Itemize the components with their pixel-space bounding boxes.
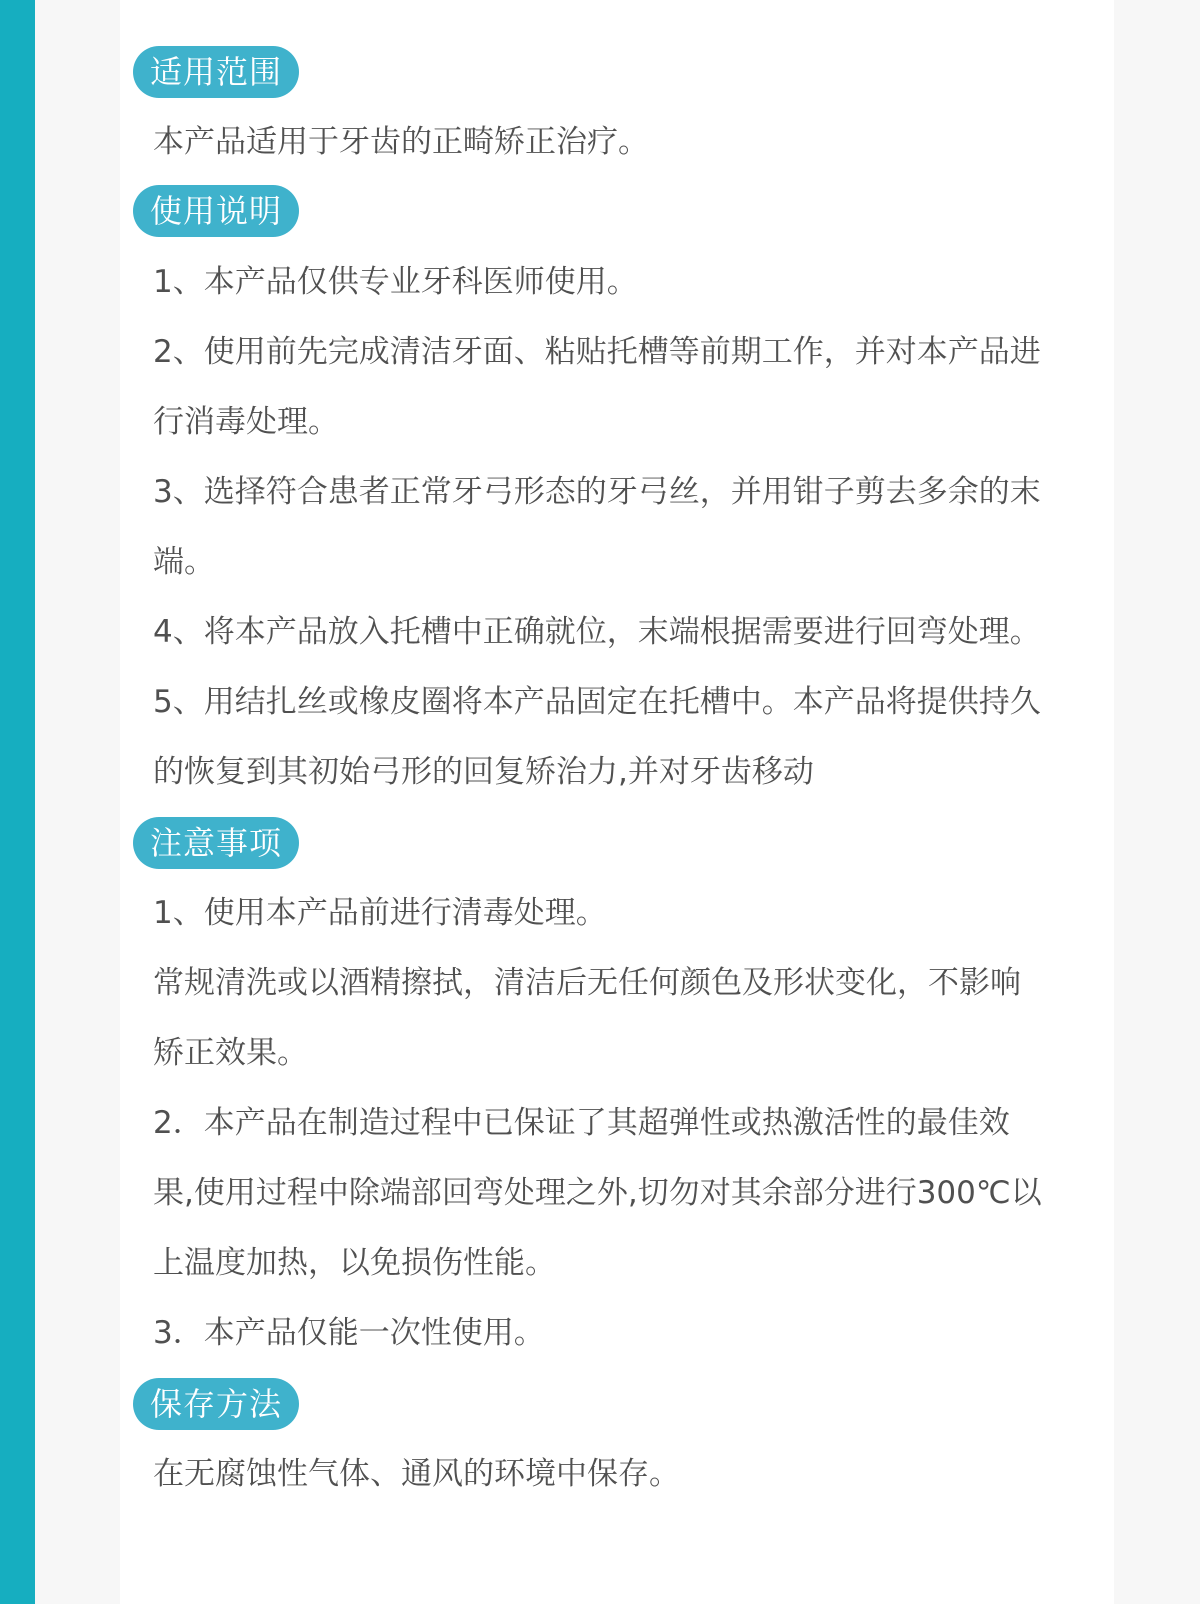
instruction-line-2: 2、使用前先完成清洁牙面、粘贴托槽等前期工作，并对本产品进 — [153, 334, 1041, 370]
instruction-line-4: 3、选择符合患者正常牙弓形态的牙弓丝，并用钳子剪去多余的末 — [153, 474, 1041, 510]
precaution-line-6: 上温度加热，以免损伤性能。 — [153, 1245, 556, 1281]
content-card — [120, 0, 1114, 1604]
instruction-line-8: 的恢复到其初始弓形的回复矫治力,并对牙齿移动 — [153, 754, 814, 790]
precaution-line-5: 果,使用过程中除端部回弯处理之外,切勿对其余部分进行300℃以 — [153, 1175, 1042, 1211]
section-badge-precautions: 注意事项 — [133, 817, 299, 869]
instruction-line-7: 5、用结扎丝或橡皮圈将本产品固定在托槽中。本产品将提供持久 — [153, 684, 1041, 720]
instruction-line-5: 端。 — [153, 544, 215, 580]
instruction-line-1: 1、本产品仅供专业牙科医师使用。 — [153, 264, 638, 300]
precaution-line-1: 1、使用本产品前进行清毒处理。 — [153, 895, 607, 931]
storage-text: 在无腐蚀性气体、通风的环境中保存。 — [153, 1456, 680, 1492]
precaution-line-2: 常规清洗或以酒精擦拭，清洁后无任何颜色及形状变化，不影响 — [153, 965, 1021, 1001]
section-badge-storage: 保存方法 — [133, 1378, 299, 1430]
precaution-line-3: 矫正效果。 — [153, 1035, 308, 1071]
instruction-line-3: 行消毒处理。 — [153, 404, 339, 440]
instruction-line-6: 4、将本产品放入托槽中正确就位，末端根据需要进行回弯处理。 — [153, 614, 1041, 650]
scope-text: 本产品适用于牙齿的正畸矫正治疗。 — [153, 124, 649, 160]
left-accent-strip — [0, 0, 35, 1604]
precaution-line-7: 3．本产品仅能一次性使用。 — [153, 1315, 545, 1351]
precaution-line-4: 2．本产品在制造过程中已保证了其超弹性或热激活性的最佳效 — [153, 1105, 1010, 1141]
section-badge-scope: 适用范围 — [133, 46, 299, 98]
section-badge-instructions: 使用说明 — [133, 185, 299, 237]
